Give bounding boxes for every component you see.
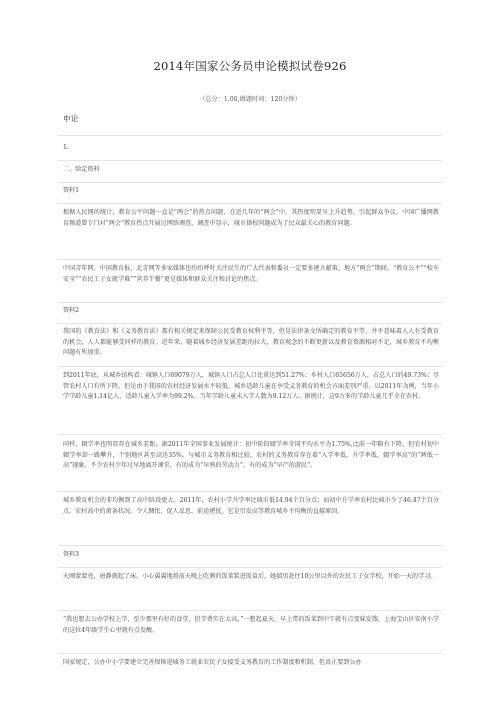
material-2-paragraph <box>63 440 439 472</box>
paragraph-text: 同样，辍学率也明显存在城乡差距，据2011年全国事业发展统计：初中阶段辍学率全国平均水平为1.75%,比前一年略有下降。但农村初中辍学率却一路攀升，个别地区甚至高达35%。与城市义务教育相比较，农村的义务教育存在着“入学率低、升学率低、辍学率高”的“两低一高”现象。不少农村少年过早地离开课堂，有的成为“早熟的劳动力”，有的成为“早产的游民”。 <box>63 441 439 470</box>
divider <box>58 567 442 568</box>
paragraph-text: “我也想去公办学校上学，至少那里有好的食堂，但学费实在太高，”一想起夏天，早上带的饭菜到中午就有点变味发馊，上海宝山区安南小学的这位4年级学生心里就有点发酸。 <box>63 616 439 634</box>
section-heading: 申论 <box>63 114 79 123</box>
divider <box>58 545 442 546</box>
material-2-heading: 资料2 <box>63 307 80 314</box>
paragraph-text: 到2011年底，从城乡结构看：城镇人口69079万人，城镇人口占总人口比重达到51.27%；乡村人口65656万人，占总人口的49.73%；尽管农村人口有所下降，但是由于我国的农村经济发展水平较低，城乡适龄儿童在享受义务教育的机会方面差别严重。以2011年为例，当年小学学龄儿童1.14亿人，适龄儿童入学率为99.2%。当年学龄儿童未入学人数为9.12万人。据统计，这9万多的学龄儿童几乎全在农村。 <box>63 372 439 401</box>
material-3-paragraph <box>63 615 439 636</box>
divider <box>58 182 442 183</box>
document-subtitle: （总分：1.00,做题时间：120分钟） <box>199 96 301 103</box>
paragraph-text: 城乡教育机会的非均衡到了高中阶段更大。2011年，农村小学升学率比城市低14.94个百分点；而初中升学率农村比城市少了46.47个百分点。农村高中的萧条状况，令人惆怅，促人反思，前途堪忧。它是引发高等教育城乡不均衡的直接原因。 <box>63 497 439 515</box>
divider <box>58 434 442 435</box>
paragraph-text: 中国青年网、中国教育报、北青网等多家媒体也纷纷呼吁关注民生的广大代表和委员一定要多建言献策。地方“两会”期间，“教育公平”“校车安全”“农民工子女就学难”“营养午餐”更是媒体和群众关注和讨论的焦点。 <box>63 265 439 283</box>
divider <box>58 160 442 161</box>
material-1-heading: 资料1 <box>63 187 80 194</box>
divider <box>58 203 442 204</box>
material-3-paragraph <box>63 572 439 583</box>
paragraph-text: 国家规定，公办中小学要建立完善保障进城务工就业农民子女接受义务教育的工作制度和机制，但真正要到公办 <box>63 659 362 666</box>
material-2-paragraph <box>63 371 439 403</box>
divider <box>58 610 442 611</box>
divider <box>58 323 442 324</box>
paragraph-text: 天刚蒙蒙亮，唐静就起了床。小心翼翼地将前天晚上吃剩的饭菜装进饭盒后，她揣男赶往10公里以外的农民工子女学校，开始一天的学习。 <box>63 573 437 580</box>
question-number: 1. <box>63 144 69 151</box>
part-heading: 二、给定资料 <box>63 166 100 173</box>
divider <box>58 135 442 136</box>
divider <box>58 491 442 492</box>
material-1-paragraph <box>63 264 439 285</box>
material-3-paragraph <box>63 658 439 669</box>
document-title: 2014年国家公务员申论模拟试卷926 <box>153 59 347 73</box>
divider <box>58 302 442 303</box>
paragraph-text: 根据人民网的统计，教育公平问题一直是“两会”的热点问题，在近几年的“两会”中，其热度明显呈上升趋势，引起群众争议。中国广播网教育频道曾专门对“两会”教育热点开展过网络调查，调查中显示，城市择校问题成为了民众最关心的教育问题。 <box>63 209 439 227</box>
divider <box>58 366 442 367</box>
material-3-heading: 资料3 <box>63 551 80 558</box>
paragraph-text: 我国的《教育法》和《义务教育法》都有相关规定来保障公民受教育权利平等，但是法律条文所确定的教育平等，并不意味着人人有受教育的机会，人人都能够受同样的教育。近年来，随着城乡经济发展差距的拉大，教育观念的不断更新以及教育资源相对不足，城乡教育不均衡问题有所加重。 <box>63 328 439 357</box>
material-2-paragraph <box>63 327 439 359</box>
divider <box>58 653 442 654</box>
divider <box>58 259 442 260</box>
material-1-paragraph <box>63 208 439 229</box>
material-2-paragraph <box>63 496 439 517</box>
